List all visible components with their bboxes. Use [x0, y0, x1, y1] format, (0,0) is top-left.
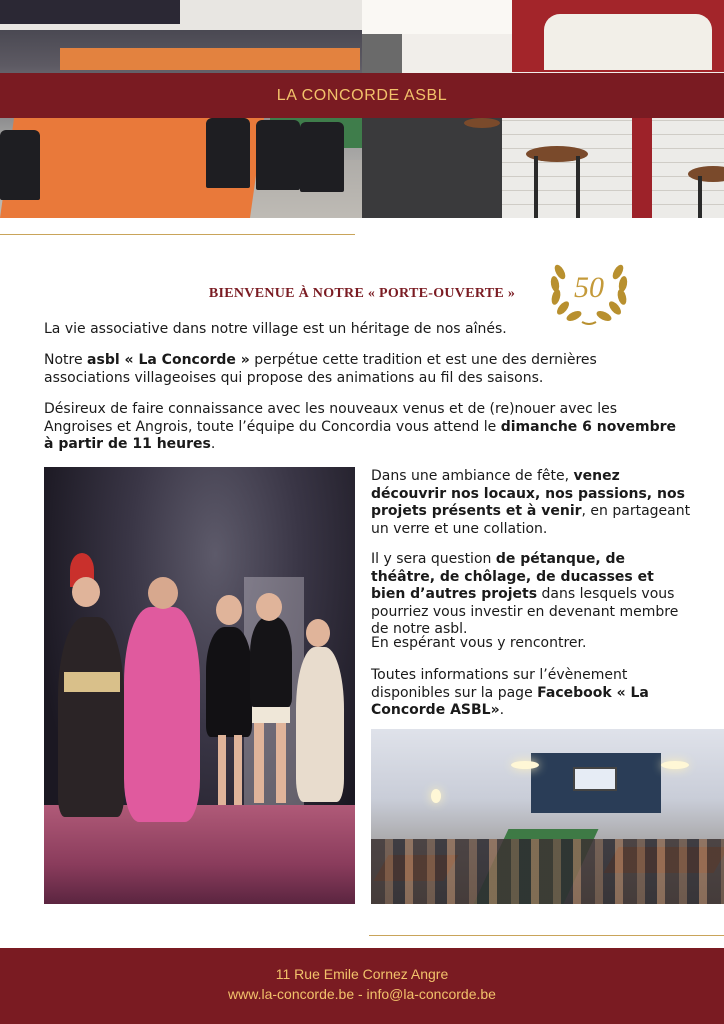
facebook-page-name: Facebook « La Concorde ASBL»: [371, 684, 649, 718]
welcome-heading: BIENVENUE À NOTRE « PORTE-OUVERTE »: [208, 286, 516, 301]
intro-paragraph-3: Désireux de faire connaissance avec les nouveaux venus et de (re)nouer avec les Angroises et Angrois, toute l’équipe du Concordia vous attend le dimanche 6 novembre à partir de 11 heures.: [44, 401, 677, 452]
anniversary-number: 50: [574, 271, 604, 304]
divider-top: [0, 234, 355, 235]
footer: [0, 948, 724, 1024]
footer-contact: www.la-concorde.be - info@la-concorde.be: [228, 986, 496, 1002]
header-photo-strip: [0, 0, 724, 218]
laurel-wreath-icon: [544, 252, 634, 328]
theatre-stage-photo: [44, 467, 355, 904]
footer-address: 11 Rue Emile Cornez Angre: [275, 966, 449, 982]
intro-paragraph-1: La vie associative dans notre village est un héritage de nos aînés.: [44, 321, 507, 337]
invitation-paragraph: Dans une ambiance de fête, venez découvrir nos locaux, nos passions, nos projets présents et à venir, en partageant un verre et une collation.: [371, 468, 691, 537]
party-hall-photo: [371, 729, 724, 904]
activities-paragraph: Il y sera question de pétanque, de théâtre, de chôlage, de ducasses et bien d’autres projets dans lesquels vous pourriez vous investir en devenant membre de notre asbl.: [371, 551, 679, 637]
page-title: LA CONCORDE ASBL: [276, 86, 448, 104]
closing-paragraph: En espérant vous y rencontrer.: [371, 635, 587, 651]
title-banner: [0, 73, 724, 118]
intro-paragraph-2: Notre asbl « La Concorde » perpétue cette tradition et est une des dernières associations villageoises qui propose des animations au fil des saisons.: [44, 352, 597, 386]
facebook-info-paragraph: Toutes informations sur l’évènement disponibles sur la page Facebook « La Concorde ASBL».: [371, 667, 649, 718]
divider-bottom: [369, 935, 724, 936]
